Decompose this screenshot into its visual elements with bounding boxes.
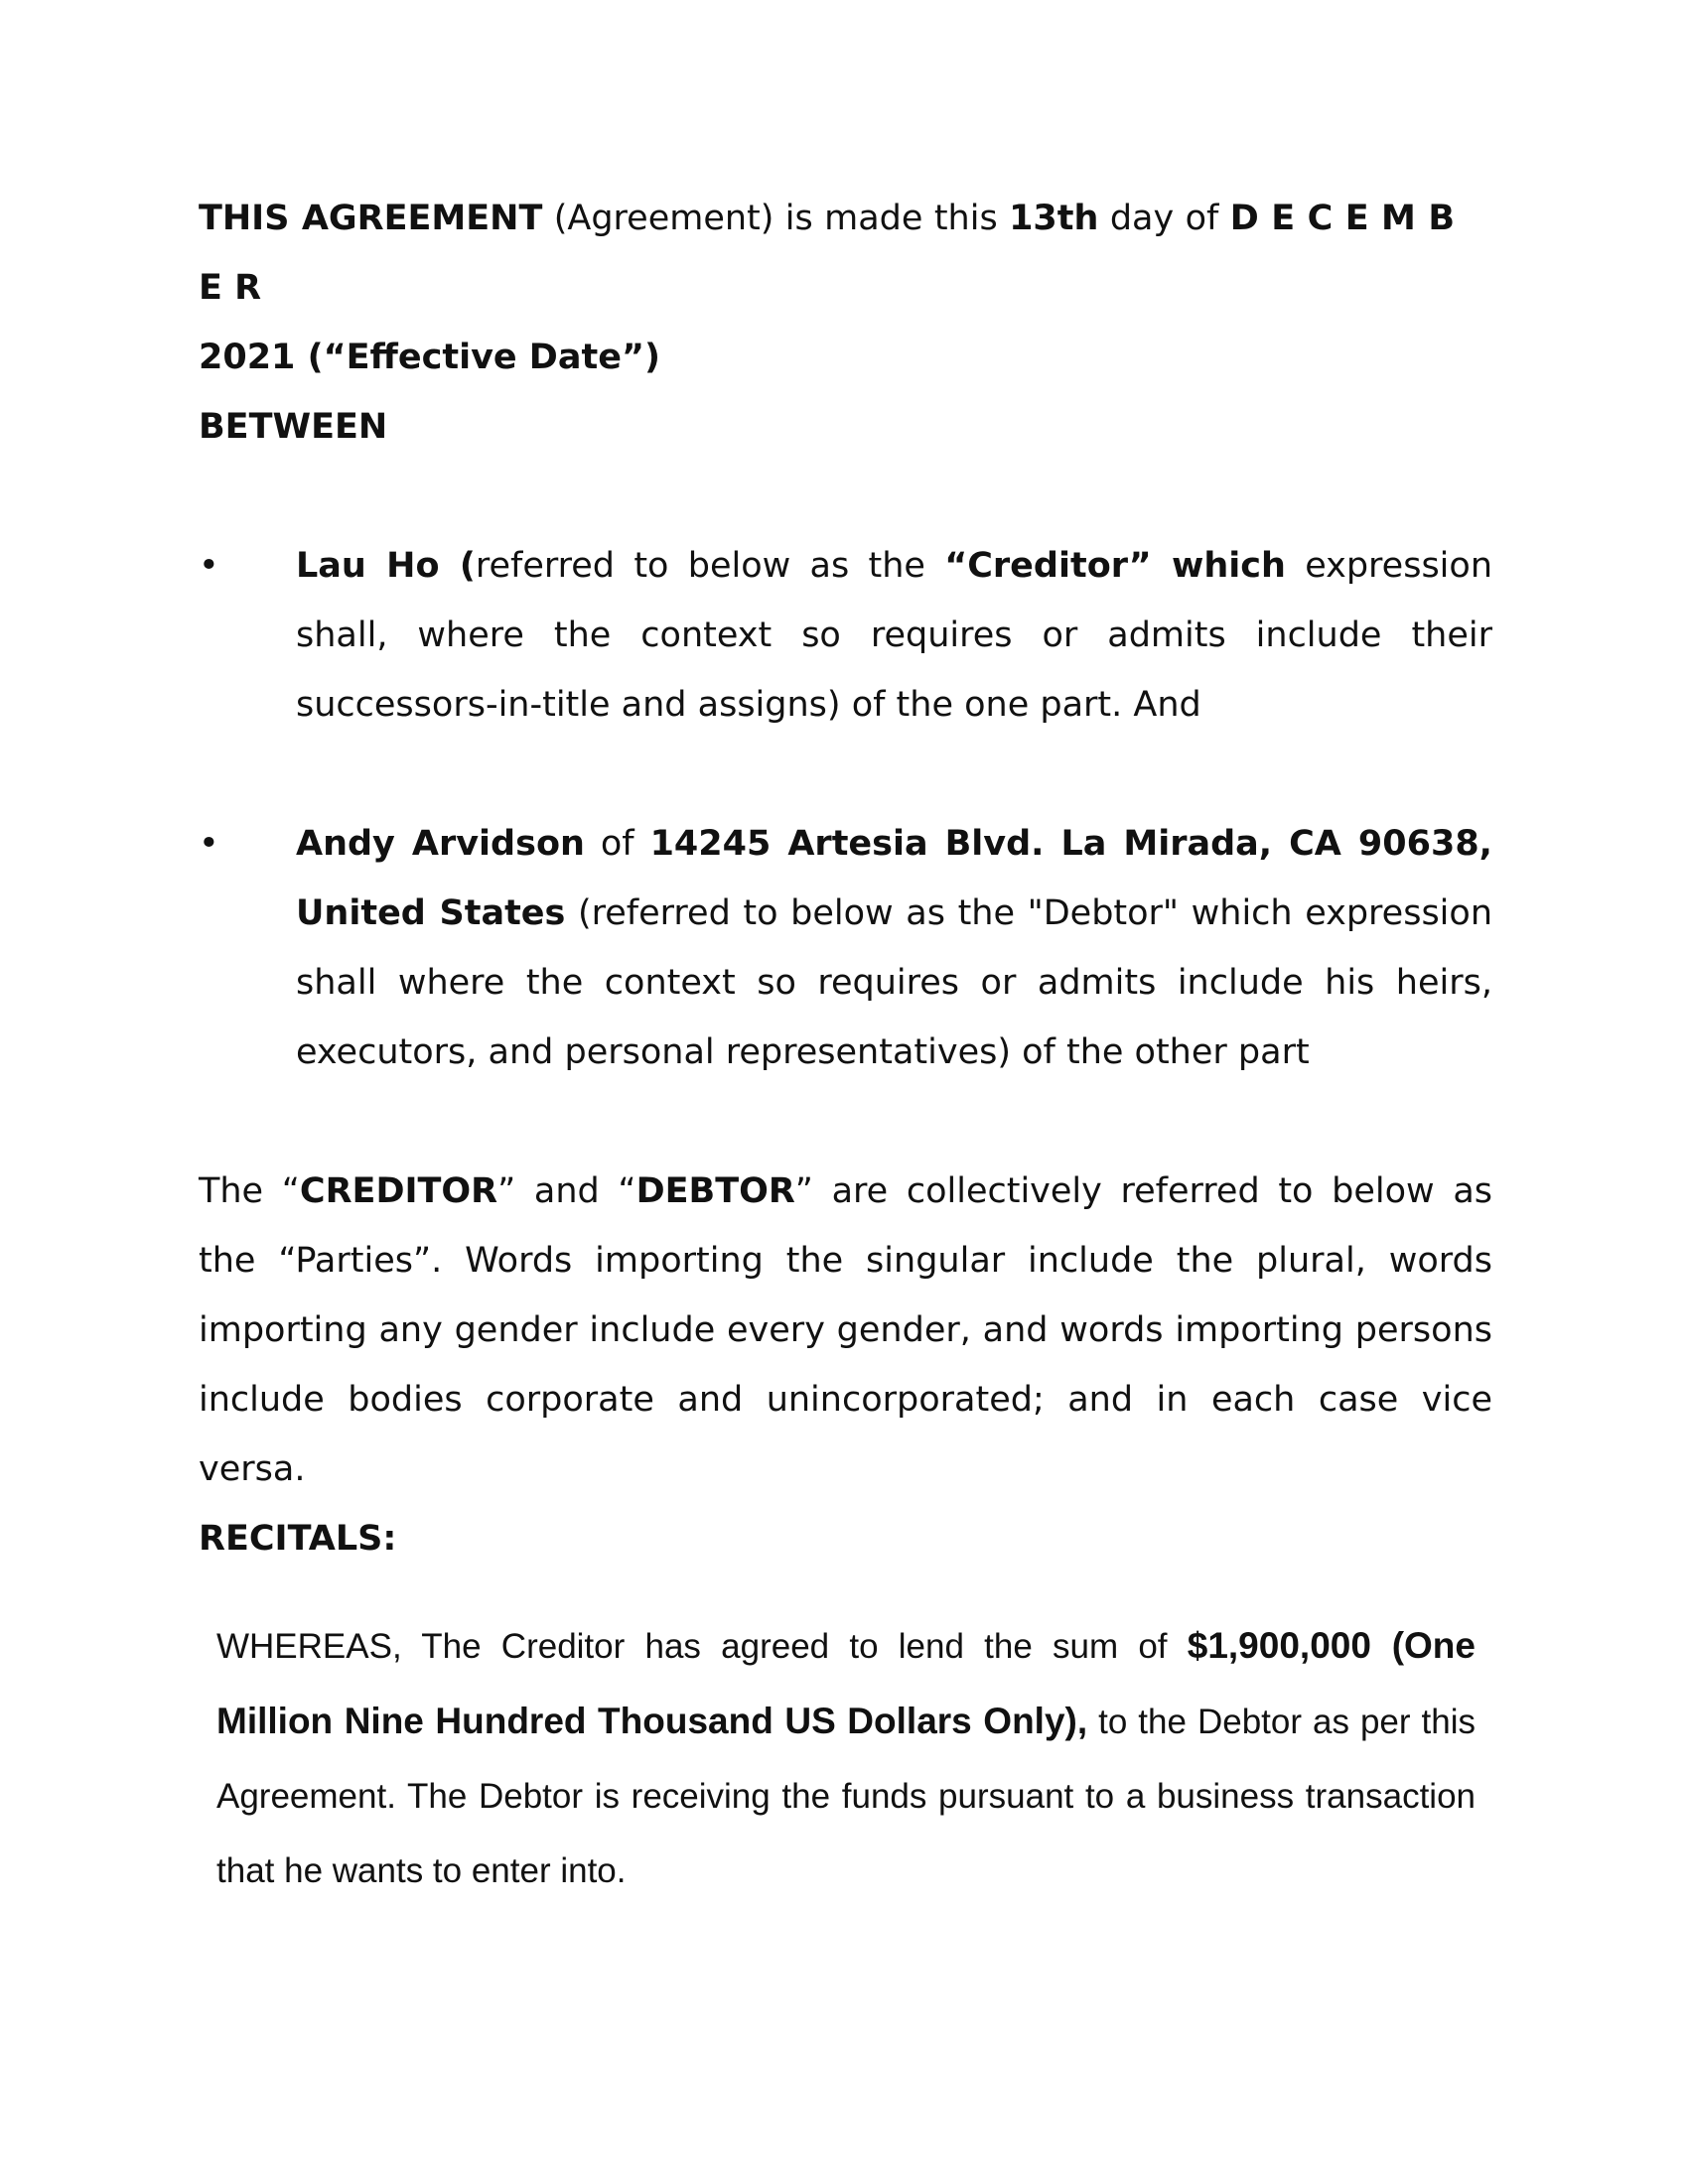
party-creditor	[296, 531, 1492, 740]
debtor-name: Andy Arvidson	[296, 824, 585, 864]
debtor-of: of	[584, 824, 650, 864]
recital-lead: WHEREAS, The Creditor has agreed to lend the sum of	[216, 1627, 1188, 1666]
parties-p1: The “	[199, 1171, 300, 1211]
parties-creditor: CREDITOR	[299, 1171, 498, 1211]
creditor-role: “Creditor” which	[944, 546, 1286, 586]
agreement-paren: (Agreement) is made this	[542, 199, 1010, 238]
bullet-icon: •	[199, 824, 219, 864]
creditor-text-b: expression shall, where the context so requires or admits include their successors-in-title and assigns) of the one part. And	[296, 546, 1492, 725]
recital-rest: to the Debtor as per this Agreement. The Debtor is receiving the funds pursuant to a business transaction that he wants to enter into.	[216, 1703, 1476, 1890]
parties-p2: ” and “	[497, 1171, 636, 1211]
parties-debtor: DEBTOR	[635, 1171, 795, 1211]
effective-date: 2021 (“Effective Date”)	[199, 338, 660, 377]
agreement-day-of: day of	[1098, 199, 1230, 238]
party-debtor	[296, 809, 1492, 1087]
creditor-name: Lau Ho (	[296, 546, 476, 586]
bullet-icon: •	[199, 546, 219, 586]
recital-whereas	[216, 1608, 1476, 1908]
debtor-address: 14245 Artesia Blvd. La Mirada, CA 90638, United States	[296, 824, 1492, 933]
debtor-text: (referred to below as the "Debtor" which expression shall where the context so requires or admits include his heirs, executors, and personal representatives) of the other part	[296, 893, 1492, 1072]
agreement-opening	[199, 184, 1455, 392]
parties-definition	[199, 1157, 1492, 1504]
loan-amount: $1,900,000 (One Million Nine Hundred Thousand US Dollars Only),	[216, 1625, 1476, 1741]
agreement-lead: THIS AGREEMENT	[199, 199, 543, 238]
parties-p3: ” are collectively referred to below as the “Parties”. Words importing the singular include the plural, words importing any gender include every gender, and words importing persons include bodies corporate and unincorporated; and in each case vice versa.	[199, 1171, 1492, 1489]
between-heading: BETWEEN	[199, 407, 388, 447]
recitals-heading: RECITALS:	[199, 1519, 397, 1559]
agreement-day: 13th	[1009, 199, 1099, 238]
agreement-month: D E C E M B E R	[199, 199, 1456, 308]
creditor-text-a: referred to below as the	[475, 546, 945, 586]
